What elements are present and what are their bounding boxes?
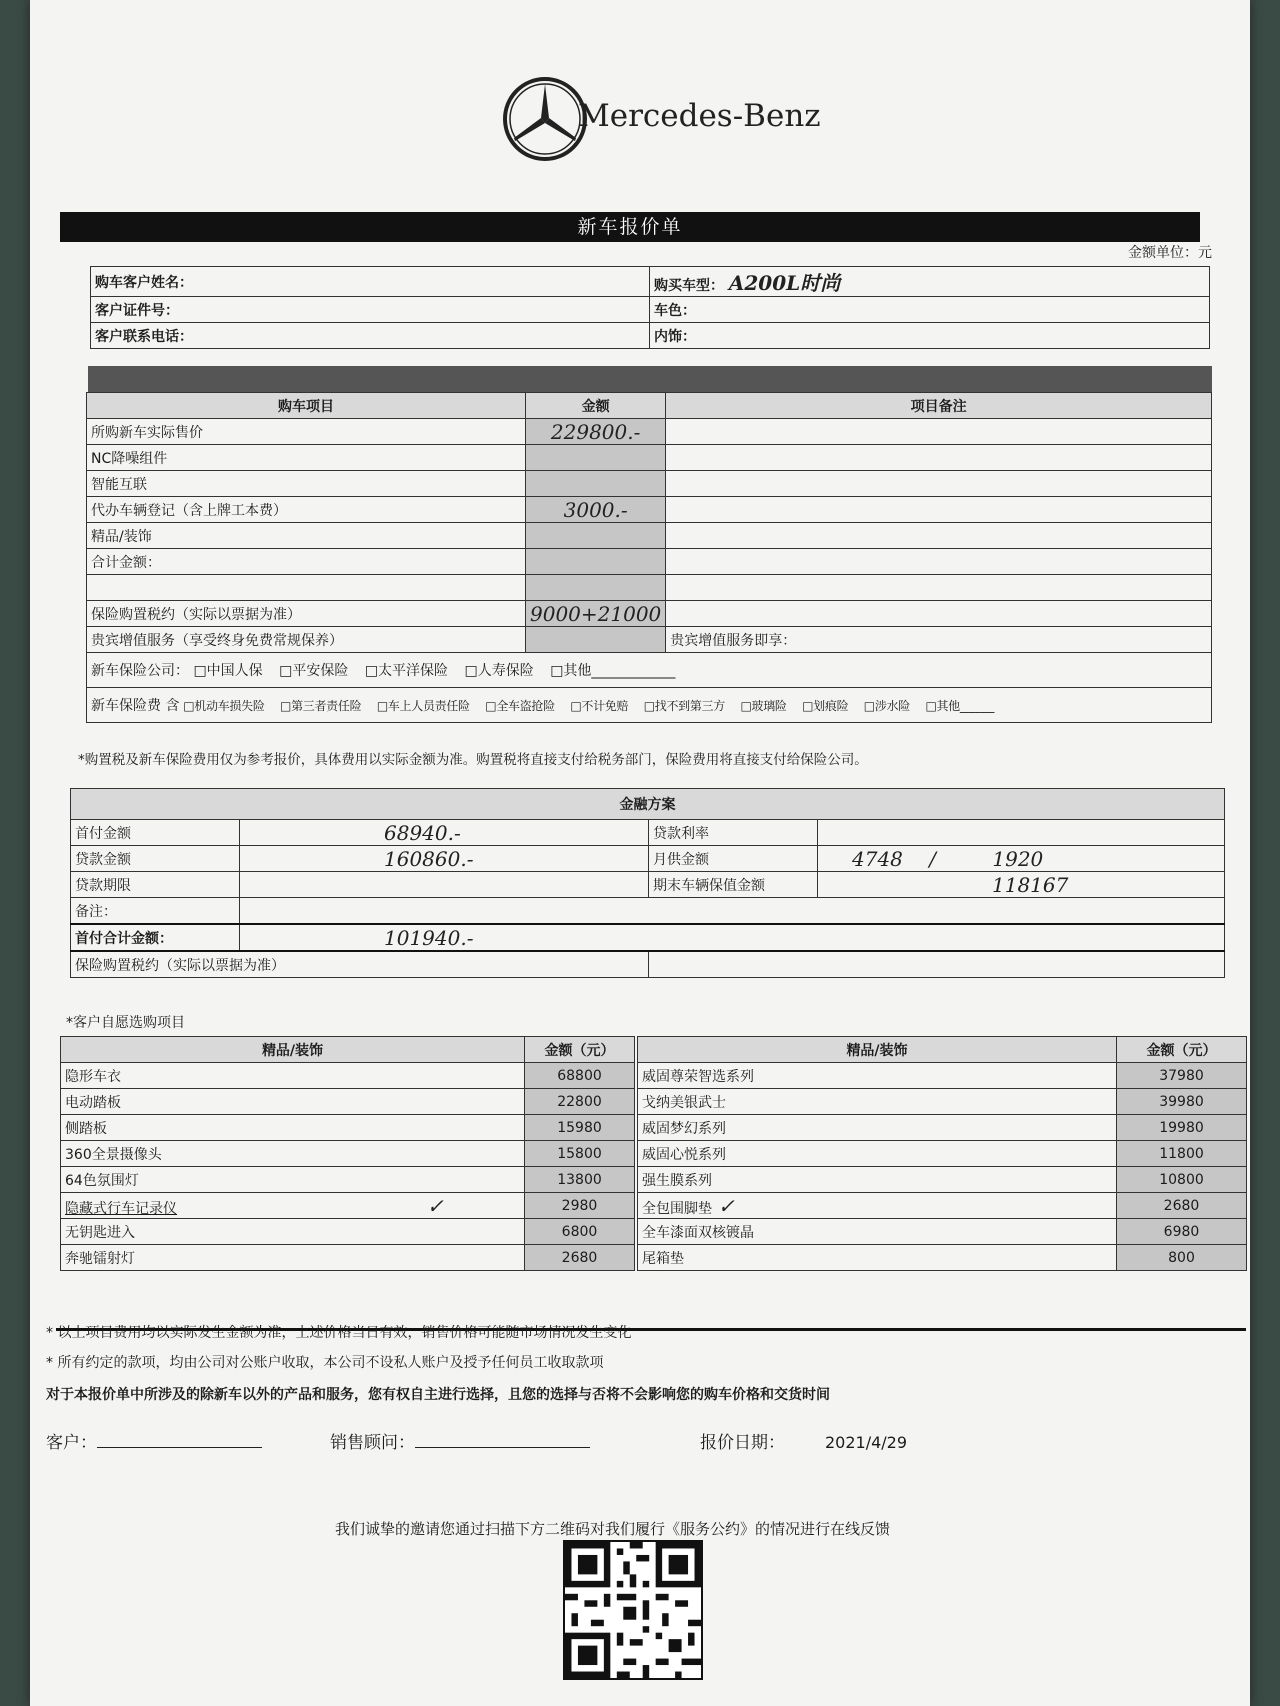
page-title: 新车报价单 [60,212,1200,242]
accessories-header-amount: 金额（元） [525,1037,635,1063]
fee-option[interactable]: □车上人员责任险 [376,699,470,713]
model-label: 购买车型： [654,278,724,294]
fee-option[interactable]: □其他______ [925,699,995,713]
purchase-row-item [87,575,526,601]
check-mark: ✓ [427,1193,444,1218]
qr-code-image[interactable] [563,1540,703,1680]
purchase-row-item: 合计金额： [87,549,526,575]
loan-amount-label: 贷款金额 [71,846,240,872]
total-down-payment-value: 101940.- [384,925,474,950]
purchase-row-amount [526,471,666,497]
optional-items-title: *客户自愿选购项目 [66,1015,185,1031]
customer-info-table [90,266,1210,349]
accessory-name: 威固梦幻系列 [638,1115,1117,1141]
accessory-name: 强生膜系列 [638,1167,1117,1193]
down-payment-cell [240,820,649,846]
accessory-name-selected [61,1193,525,1219]
fee-option[interactable]: □找不到第三方 [643,699,725,713]
footnote: * 以上项目费用均以实际发生金额为准，上述价格当日有效，销售价格可能随市场情况发生变化 [46,1325,632,1341]
accessories-left-table [60,1036,635,1271]
purchase-row-item: 贵宾增值服务（享受终身免费常规保养） [87,627,526,653]
footnote: * 所有约定的款项，均由公司对公账户收取，本公司不设私人账户及授予任何员工收取款项 [46,1355,604,1371]
purchase-row-remark [666,419,1212,445]
purchase-row-remark [666,601,1212,627]
insurer-option[interactable]: □中国人保 [193,663,263,679]
accessory-price: 15800 [525,1141,635,1167]
accessory-name-selected [638,1193,1117,1219]
color-label: 车色： [650,297,1210,323]
accessory-price: 68800 [525,1063,635,1089]
purchase-header-item: 购车项目 [87,393,526,419]
purchase-row-amount [526,575,666,601]
accessory-name: 全包围脚垫 [642,1200,712,1217]
fee-option[interactable]: □划痕险 [802,699,849,713]
fee-option[interactable]: □全车盗抢险 [485,699,555,713]
customer-id-label: 客户证件号： [91,297,650,323]
accessory-price: 39980 [1117,1089,1247,1115]
total-down-payment-label: 首付合计金额： [71,924,240,951]
loan-rate-value [818,820,1225,846]
accessory-price: 6980 [1117,1219,1247,1245]
accessories-header-amount: 金额（元） [1117,1037,1247,1063]
insurer-option[interactable]: □太平洋保险 [364,663,449,679]
insurer-option[interactable]: □平安保险 [279,663,349,679]
feedback-invite: 我们诚挚的邀请您通过扫描下方二维码对我们履行《服务公约》的情况进行在线反馈 [335,1520,891,1538]
fee-option[interactable]: □涉水险 [863,699,910,713]
accessory-name: 隐形车衣 [61,1063,525,1089]
purchase-header-amount: 金额 [526,393,666,419]
accessory-price: 11800 [1117,1141,1247,1167]
accessory-price: 6800 [525,1219,635,1245]
customer-signature [46,1428,262,1453]
customer-phone-label: 客户联系电话： [91,323,650,349]
loan-amount-cell [240,846,649,872]
monthly-payment-cell: 4748 / 1920 [818,846,1225,872]
insurer-label: 新车保险公司： [91,663,189,679]
accessory-name: 尾箱垫 [638,1245,1117,1271]
purchase-row-remark [666,575,1212,601]
advisor-signature [330,1428,590,1453]
accessory-price: 19980 [1117,1115,1247,1141]
fee-option[interactable]: □第三者责任险 [280,699,362,713]
quote-date-label: 报价日期： [700,1433,785,1453]
model-cell [650,267,1210,297]
accessory-name: 64色氛围灯 [61,1167,525,1193]
purchase-row-remark [666,497,1212,523]
purchase-row-amount: 9000+21000 [526,601,666,627]
accessory-price: 800 [1117,1245,1247,1271]
insurer-options [87,653,1212,688]
accessory-name: 戈纳美银武士 [638,1089,1117,1115]
total-down-payment-cell [240,924,1225,951]
accessory-price: 37980 [1117,1063,1247,1089]
monthly-payment-label: 月供金额 [649,846,818,872]
purchase-row-item: NC降噪组件 [87,445,526,471]
quote-date [700,1428,907,1453]
finance-remark-label: 备注： [71,898,240,925]
section-band [88,366,1212,392]
purchase-row-remark [666,549,1212,575]
mercedes-star-logo [500,74,590,164]
advisor-signature-label: 销售顾问： [330,1433,415,1453]
loan-rate-label: 贷款利率 [649,820,818,846]
purchase-row-item: 保险购置税约（实际以票据为准） [87,601,526,627]
accessory-name: 奔驰镭射灯 [61,1245,525,1271]
purchase-row-item: 所购新车实际售价 [87,419,526,445]
purchase-header-remark: 项目备注 [666,393,1212,419]
accessory-name: 威固尊荣智选系列 [638,1063,1117,1089]
purchase-row-item: 代办车辆登记（含上牌工本费） [87,497,526,523]
purchase-row-amount: 229800.- [526,419,666,445]
accessories-right-table [637,1036,1247,1271]
accessory-price: 15980 [525,1115,635,1141]
tax-insurance-note: *购置税及新车保险费用仅为参考报价，具体费用以实际金额为准。购置税将直接支付给税务部门，保险费用将直接支付给保险公司。 [78,752,868,768]
accessories-header-item: 精品/装饰 [638,1037,1117,1063]
model-value: A200L时尚 [728,271,841,295]
loan-amount-value: 160860.- [384,846,474,871]
accessory-name: 360全景摄像头 [61,1141,525,1167]
accessory-name: 侧踏板 [61,1115,525,1141]
residual-value-label: 期末车辆保值金额 [649,872,818,898]
purchase-row-remark [666,445,1212,471]
purchase-row-amount [526,627,666,653]
accessory-price: 13800 [525,1167,635,1193]
finance-table [70,788,1225,978]
loan-term-value [240,872,649,898]
fee-option[interactable]: □玻璃险 [740,699,787,713]
insurer-option[interactable]: □其他____________ [550,663,676,679]
accessory-name: 电动踏板 [61,1089,525,1115]
purchase-row-remark [666,523,1212,549]
accessory-name: 全车漆面双核镀晶 [638,1219,1117,1245]
monthly-payment-value-b: 1920 [992,846,1044,871]
purchase-row-amount: 3000.- [526,497,666,523]
fee-option[interactable]: □不计免赔 [570,699,629,713]
down-payment-value: 68940.- [384,820,461,845]
accessory-name: 无钥匙进入 [61,1219,525,1245]
currency-unit-note: 金额单位：元 [1128,245,1212,261]
footnote-choice: 对于本报价单中所涉及的除新车以外的产品和服务，您有权自主进行选择，且您的选择与否将不会影响您的购车价格和交货时间 [46,1387,830,1403]
purchase-row-amount [526,549,666,575]
check-mark: ✓ [718,1193,735,1218]
accessory-price: 2680 [1117,1193,1247,1219]
purchase-row-item: 精品/装饰 [87,523,526,549]
insurance-fee-options [87,688,1212,723]
purchase-table [86,392,1212,723]
accessory-price: 2980 [525,1193,635,1219]
customer-signature-label: 客户： [46,1433,97,1453]
accessory-price: 2680 [525,1245,635,1271]
accessory-price: 22800 [525,1089,635,1115]
purchase-row-remark: 贵宾增值服务即享： [666,627,1212,653]
finance-remark-value [240,898,1225,925]
finance-tax-label: 保险购置税约（实际以票据为准） [71,951,649,978]
purchase-row-item: 智能互联 [87,471,526,497]
residual-value-cell [818,872,1225,898]
purchase-row-amount [526,445,666,471]
accessory-name: 隐藏式行车记录仪 [65,1200,177,1217]
accessory-price: 10800 [1117,1167,1247,1193]
finance-tax-value [649,951,1225,978]
residual-value: 118167 [992,872,1069,897]
monthly-payment-value-a: 4748 [852,846,903,871]
loan-term-label: 贷款期限 [71,872,240,898]
down-payment-label: 首付金额 [71,820,240,846]
finance-title: 金融方案 [71,789,1225,820]
purchase-row-remark [666,471,1212,497]
purchase-row-amount [526,523,666,549]
brand-name: Mercedes-Benz [578,98,821,134]
insurer-option[interactable]: □人寿保险 [464,663,534,679]
insurance-fee-label: 新车保险费 含 [91,698,180,714]
accessory-name: 威固心悦系列 [638,1141,1117,1167]
interior-label: 内饰： [650,323,1210,349]
fee-option[interactable]: □机动车损失险 [183,699,265,713]
customer-name-label: 购车客户姓名： [91,267,650,297]
accessories-header-item: 精品/装饰 [61,1037,525,1063]
quote-date-value: 2021/4/29 [825,1433,908,1452]
